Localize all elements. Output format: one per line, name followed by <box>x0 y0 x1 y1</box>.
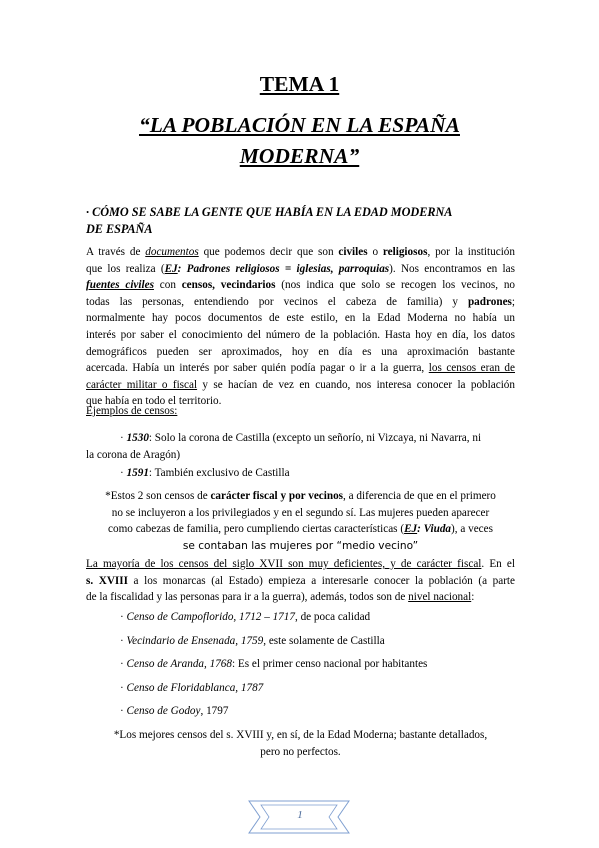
section-heading-line-1: · CÓMO SE SABE LA GENTE QUE HABÍA EN LA EDAD MODERNA <box>86 205 453 219</box>
section-heading-line-2: DE ESPAÑA <box>86 222 153 236</box>
paragraph-line: de la fiscalidad y las personas para ir a la guerra), además, todos son de nivel nacional: <box>86 591 475 604</box>
paragraph-line: La mayoría de los censos del siglo XVII son muy deficientes, y de carácter fiscal. En el <box>86 558 515 570</box>
paragraph-line: A través de documentos que podemos decir que son civiles o religiosos, por la institución <box>86 246 515 258</box>
note-best-censuses <box>86 727 515 760</box>
paragraph-line: que los realiza (EJ: Padrones religiosos = iglesias, parroquias). Nos encontramos en las <box>86 262 515 275</box>
section-heading <box>86 204 516 238</box>
censo-item: · Censo de Floridablanca, 1787 <box>120 682 264 694</box>
example-line: la corona de Aragón) <box>86 448 181 461</box>
note-line: *Los mejores censos del s. XVIII y, en sí, de la Edad Moderna; bastante detallados, <box>113 729 488 741</box>
intro-paragraph <box>86 244 515 410</box>
censo-item: · Vecindario de Ensenada, 1759, este solamente de Castilla <box>120 635 385 647</box>
document-title <box>0 110 599 172</box>
examples-heading: Ejemplos de censos: <box>86 405 178 417</box>
example-line: · 1591: También exclusivo de Castilla <box>120 467 290 479</box>
paragraph-line: acercada. Había un interés por saber quién podía pagar o ir a la guerra, los censos eran de <box>86 362 515 375</box>
title-line-1: “LA POBLACIÓN EN LA ESPAÑA <box>139 113 460 137</box>
note-line: como cabezas de familia, pero cumpliendo ciertas características (EJ: Viuda), a veces <box>108 523 493 536</box>
censo-item: · Censo de Campoflorido, 1712 – 1717, de poca calidad <box>120 611 371 623</box>
example-1530 <box>86 430 515 463</box>
paragraph-line: carácter militar o fiscal y se hacían de vez en cuando, nos interesa conocer la población <box>86 378 515 391</box>
example-line: · 1530: Solo la corona de Castilla (excepto un señorío, ni Vizcaya, ni Navarra, ni <box>120 432 482 444</box>
note-fiscal-censuses <box>86 488 515 554</box>
note-line: *Estos 2 son censos de carácter fiscal y por vecinos, a diferencia de que en el primero <box>105 490 496 502</box>
paragraph-line: todas las personas, entendiendo por vecinos el cabeza de familia) y padrones; <box>86 295 515 308</box>
example-1591 <box>120 465 290 482</box>
censo-item: · Censo de Godoy, 1797 <box>120 705 229 717</box>
note-line: no se incluyeron a los privilegiados y en el segundo sí. Las mujeres pueden aparecer <box>111 506 490 519</box>
paragraph-line: s. XVIII a los monarcas (al Estado) empieza a interesarle conocer la población (a parte <box>86 574 515 587</box>
page-number: 1 <box>297 809 303 821</box>
note-line: se contaban las mujeres por “medio vecino” <box>182 539 419 552</box>
paragraph-line: demográficos pueden ser aproximados, hoy en día es una aproximación bastante <box>86 345 515 358</box>
note-line: pero no perfectos. <box>260 745 341 758</box>
title-line-2: MODERNA” <box>239 144 360 168</box>
paragraph-line: interés por saber el conocimiento del número de la población. Hasta hoy en día, los datos <box>86 328 515 341</box>
paragraph-line: que había en todo el territorio. <box>86 395 222 408</box>
chapter-heading: TEMA 1 <box>259 72 340 96</box>
paragraph-line: normalmente hay pocos documentos de este estilo, en la Edad Moderna no había un <box>86 312 515 325</box>
paragraph-line: fuentes civiles con censos, vecindarios (nos indica que solo se recogen los vecinos, no <box>86 279 516 292</box>
xvii-xviii-paragraph <box>86 556 515 606</box>
censo-item: · Censo de Aranda, 1768: Es el primer censo nacional por habitantes <box>120 658 428 670</box>
